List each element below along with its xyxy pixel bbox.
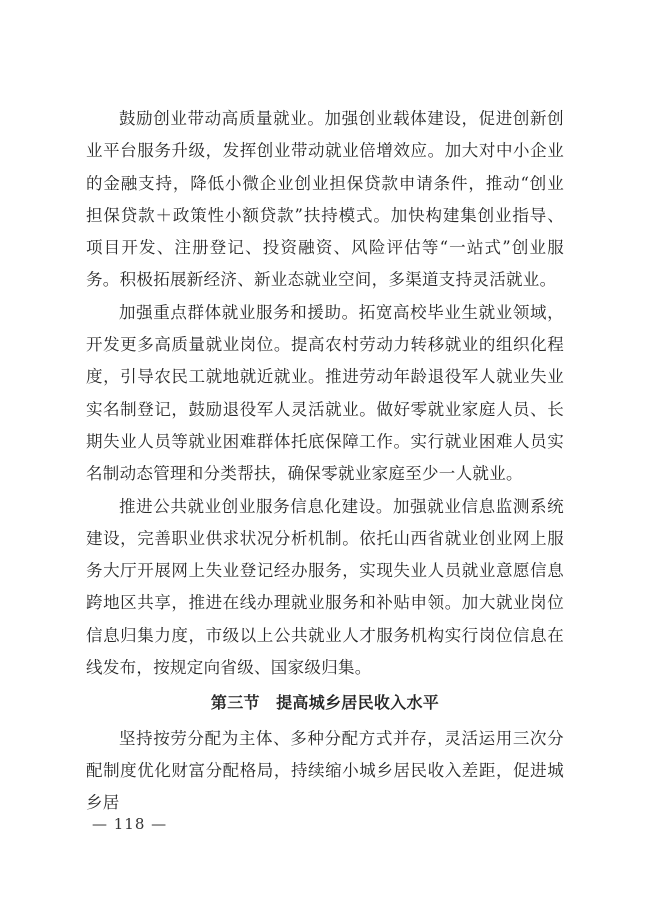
paragraph-key-groups: 加强重点群体就业服务和援助。拓宽高校毕业生就业领域，开发更多高质量就业岗位。提高农村劳动力转移就业的组织化程度，引导农民工就地就近就业。推进劳动年龄退役军人就业失业实名制登记，鼓励退役军人灵活就业。做好零就业家庭人员、长期失业人员等就业困难群体托底保障工作。实行就业困难人员实名制动态管理和分类帮扶，确保零就业家庭至少一人就业。 — [86, 302, 564, 484]
body-text — [86, 103, 564, 820]
paragraph-income-distribution: 坚持按劳分配为主体、多种分配方式并存，灵活运用三次分配制度优化财富分配格局，持续缩小城乡居民收入差距，促进城乡居 — [86, 728, 564, 813]
page-number: — 118 — — [92, 815, 168, 833]
paragraph-entrepreneurship: 鼓励创业带动高质量就业。加强创业载体建设，促进创新创业平台服务升级，发挥创业带动就业倍增效应。加大对中小企业的金融支持，降低小微企业创业担保贷款申请条件，推动“创业担保贷款＋政策性小额贷款”扶持模式。加快构建集创业指导、项目开发、注册登记、投资融资、风险评估等“一站式”创业服务。积极拓展新经济、新业态就业空间，多渠道支持灵活就业。 — [86, 109, 564, 290]
paragraph-public-services: 推进公共就业创业服务信息化建设。加强就业信息监测系统建设，完善职业供求状况分析机制。依托山西省就业创业网上服务大厅开展网上失业登记经办服务，实现失业人员就业意愿信息跨地区共享，推进在线办理就业服务和补贴申领。加大就业岗位信息归集力度，市级以上公共就业人才服务机构实行岗位信息在线发布，按规定向省级、国家级归集。 — [86, 496, 564, 678]
section-heading: 第三节 提高城乡居民收入水平 — [210, 693, 440, 713]
